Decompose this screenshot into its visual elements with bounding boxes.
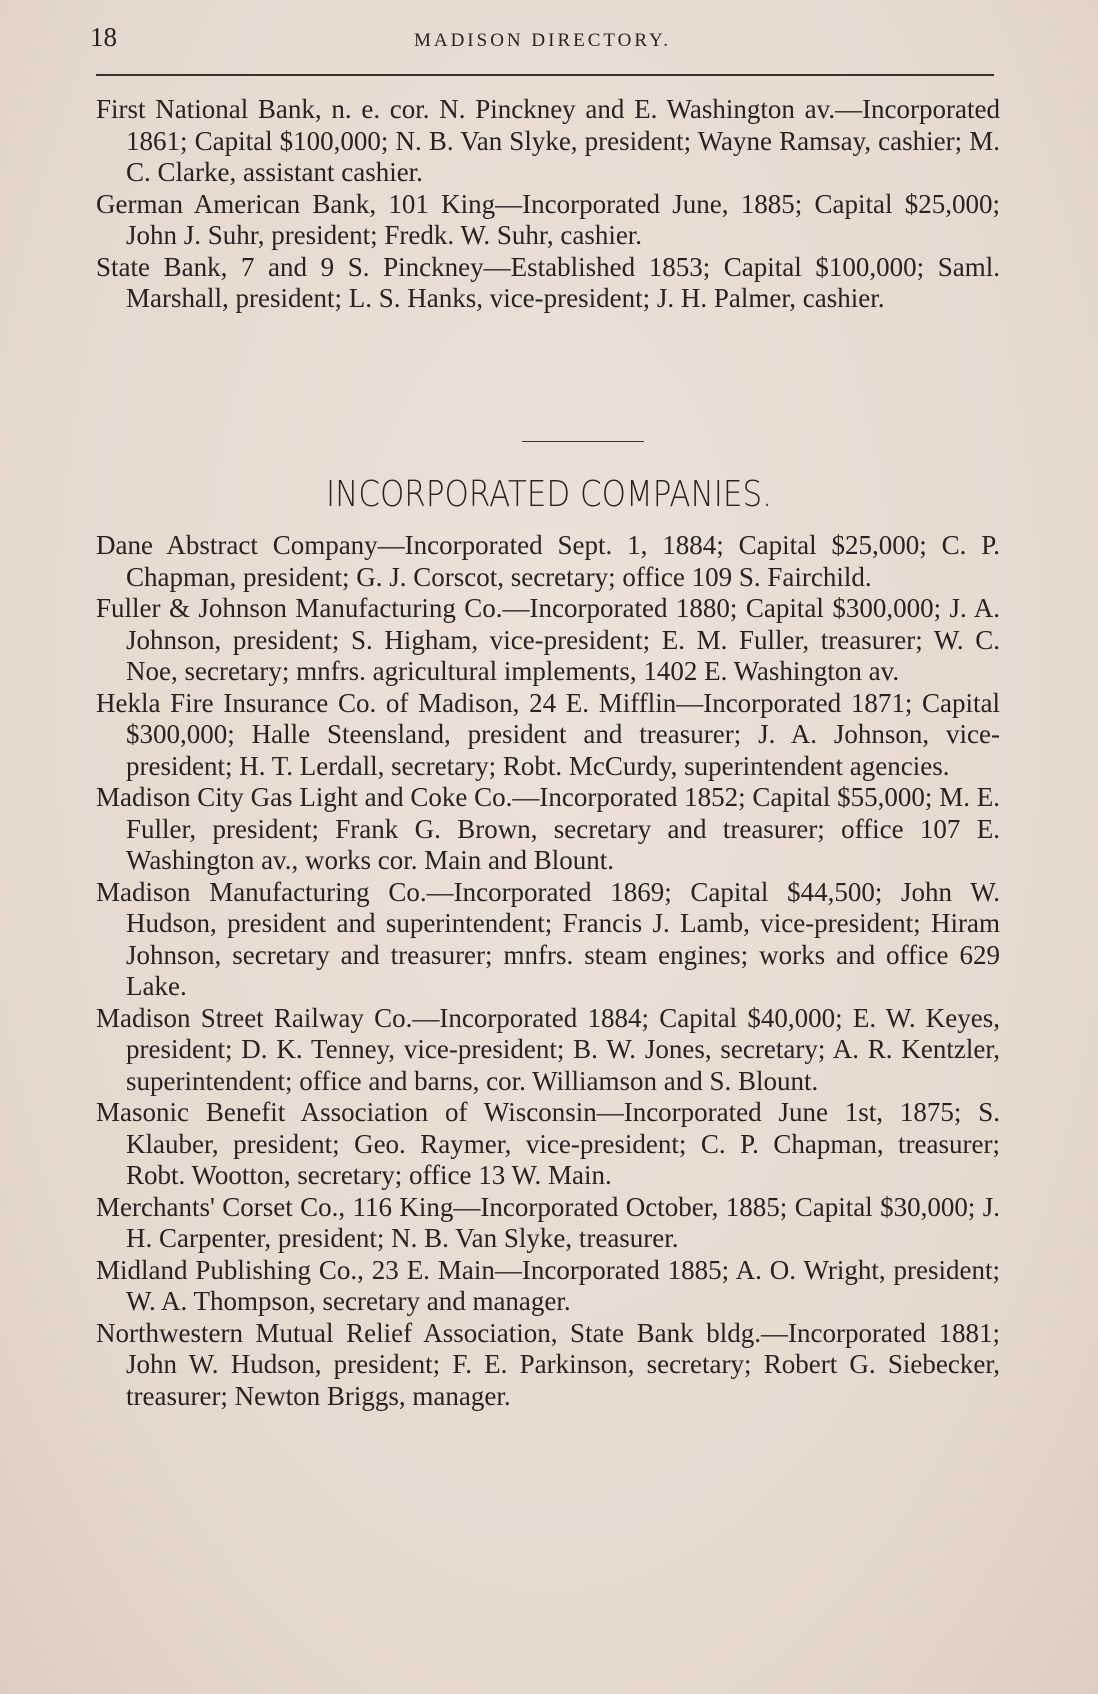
- page-header: [90, 22, 995, 58]
- list-item-madison-city-gas: Madison City Gas Light and Coke Co.—Incorporated 1852; Capital $55,000; M. E. Fuller, president; Frank G. Brown, secretary and treasurer; office 107 E. Washington av., works cor. Main and Blount.: [96, 782, 1000, 875]
- list-item-state-bank: State Bank, 7 and 9 S. Pinckney—Established 1853; Capital $100,000; Saml. Marshall, president; L. S. Hanks, vice-president; J. H. Palmer, cashier.: [96, 251, 1000, 313]
- page-number: 18: [90, 22, 117, 52]
- list-item-madison-street-railway: Madison Street Railway Co.—Incorporated 1884; Capital $40,000; E. W. Keyes, president; D. K. Tenney, vice-president; B. W. Jones, secretary; A. R. Kentzler, superintendent; office and barns, cor. Williamson and S. Blount.: [96, 1002, 1000, 1096]
- list-item-first-national-bank: First National Bank, n. e. cor. N. Pinckney and E. Washington av.—Incorporated 1861; Capital $100,000; N. B. Van Slyke, president; Wayne Ramsay, cashier; M. C. Clarke, assistant cashier.: [96, 94, 1000, 187]
- companies-list: [96, 530, 1000, 1412]
- list-item-midland-publishing: Midland Publishing Co., 23 E. Main—Incorporated 1885; A. O. Wright, president; W. A. Thompson, secretary and manager.: [96, 1254, 1000, 1316]
- list-item-madison-manufacturing: Madison Manufacturing Co.—Incorporated 1869; Capital $44,500; John W. Hudson, president and superintendent; Francis J. Lamb, vice-president; Hiram Johnson, secretary and treasurer; mnfrs. steam engines; works and office 629 Lake.: [96, 876, 1000, 1001]
- list-item-northwestern-mutual: Northwestern Mutual Relief Association, State Bank bldg.—Incorporated 1881; John W. Hudson, president; F. E. Parkinson, secretary; Robert G. Siebecker, treasurer; Newton Briggs, manager.: [96, 1317, 1000, 1411]
- section-title: INCORPORATED COMPANIES.: [326, 474, 772, 515]
- list-item-merchants-corset: Merchants' Corset Co., 116 King—Incorporated October, 1885; Capital $30,000; J. H. Carpenter, president; N. B. Van Slyke, treasurer.: [96, 1191, 1000, 1253]
- banks-list: [96, 94, 1000, 315]
- list-item-masonic-benefit: Masonic Benefit Association of Wisconsin—Incorporated June 1st, 1875; S. Klauber, president; Geo. Raymer, vice-president; C. P. Chapman, treasurer; Robt. Wootton, secretary; office 13 W. Main.: [96, 1097, 1000, 1190]
- list-item-fuller-johnson: Fuller & Johnson Manufacturing Co.—Incorporated 1880; Capital $300,000; J. A. Johnson, president; S. Higham, vice-president; E. M. Fuller, treasurer; W. C. Noe, secretary; mnfrs. agricultural implements, 1402 E. Washington av.: [96, 593, 1000, 686]
- list-item-dane-abstract: Dane Abstract Company—Incorporated Sept. 1, 1884; Capital $25,000; C. P. Chapman, president; G. J. Corscot, secretary; office 109 S. Fairchild.: [96, 530, 1000, 592]
- header-rule: [96, 74, 994, 76]
- running-title: MADISON DIRECTORY.: [413, 30, 672, 51]
- list-item-hekla-fire-insurance: Hekla Fire Insurance Co. of Madison, 24 E. Mifflin—Incorporated 1871; Capital $300,000; Halle Steensland, president and treasurer; J. A. Johnson, vice-president; H. T. Lerdall, secretary; Robt. McCurdy, superintendent agencies.: [96, 687, 1000, 781]
- list-item-german-american-bank: German American Bank, 101 King—Incorporated June, 1885; Capital $25,000; John J. Suhr, president; Fredk. W. Suhr, cashier.: [96, 188, 1000, 250]
- section-divider: [522, 441, 644, 442]
